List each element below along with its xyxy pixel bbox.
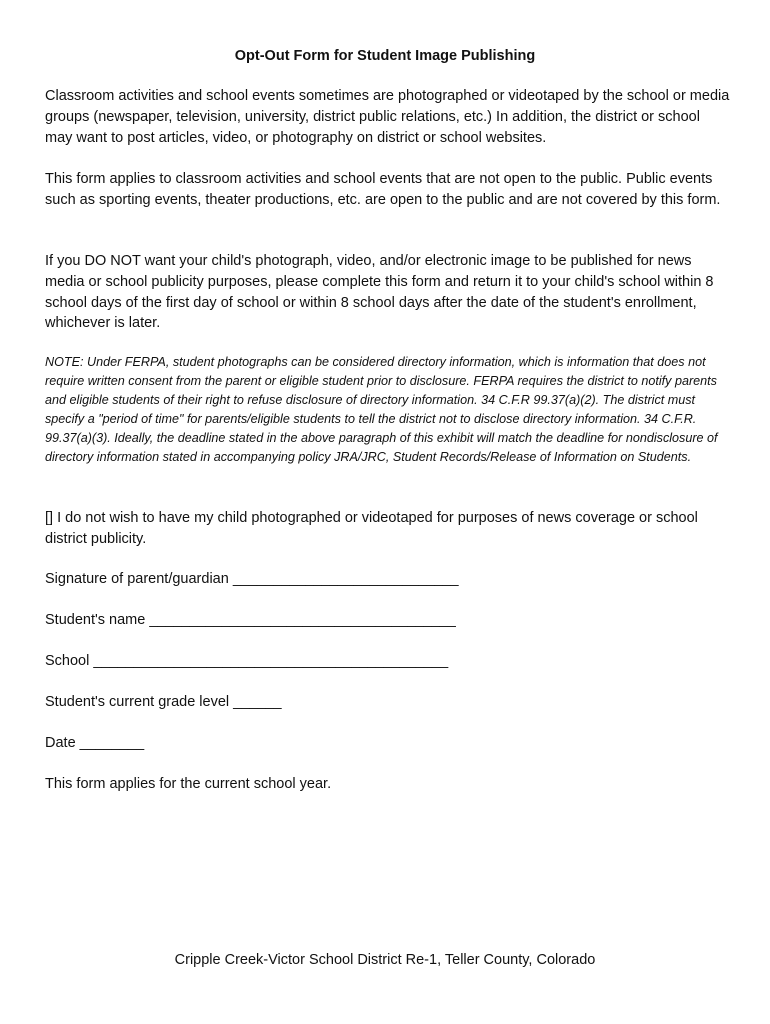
- ferpa-note: NOTE: Under FERPA, student photographs can be considered directory information, which is information that does not require written consent from the parent or eligible student prior to disclosure. FERPA requires the district to notify parents and eligible students of their right to refuse disclosure of directory information. 34 C.F.R 99.37(a)(2). The district must specify a "period of time" for parents/eligible students to tell the district not to disclose directory information. 34 C.F.R. 99.37(a)(3). Ideally, the deadline stated in the above paragraph of this exhibit will match the deadline for nondisclosure of directory information stated in accompanying policy JRA/JRC, Student Records/Release of Information on Students.: [45, 355, 718, 464]
- grade-level-field[interactable]: Student's current grade level ______: [45, 694, 282, 710]
- date-field[interactable]: Date ________: [45, 735, 145, 751]
- district-footer: Cripple Creek-Victor School District Re-1, Teller County, Colorado: [174, 952, 596, 968]
- instructions-paragraph: If you DO NOT want your child's photograph, video, and/or electronic image to be published for news media or school publicity purposes, please complete this form and return it to your child's school within 8 school days of the first day of school or within 8 school days after the date of the student's enrollment, whichever is later.: [45, 253, 714, 332]
- opt-out-checkbox-statement[interactable]: [] I do not wish to have my child photographed or videotaped for purposes of news coverage or school district publicity.: [45, 510, 698, 547]
- school-field[interactable]: School ____________________________________________: [45, 653, 449, 669]
- scope-paragraph: This form applies to classroom activities and school events that are not open to the public. Public events such as sporting events, theater productions, etc. are open to the public and are not covered by this form.: [45, 171, 721, 208]
- signature-field[interactable]: Signature of parent/guardian ____________________________: [45, 571, 459, 587]
- student-name-field[interactable]: Student's name ______________________________________: [45, 612, 456, 628]
- applies-note: This form applies for the current school year.: [45, 776, 332, 792]
- intro-paragraph: Classroom activities and school events sometimes are photographed or videotaped by the school or media groups (newspaper, television, university, district public relations, etc.) In addition, the district or school may want to post articles, video, or photography on district or school websites.: [45, 88, 730, 146]
- form-title: Opt-Out Form for Student Image Publishing: [234, 48, 536, 64]
